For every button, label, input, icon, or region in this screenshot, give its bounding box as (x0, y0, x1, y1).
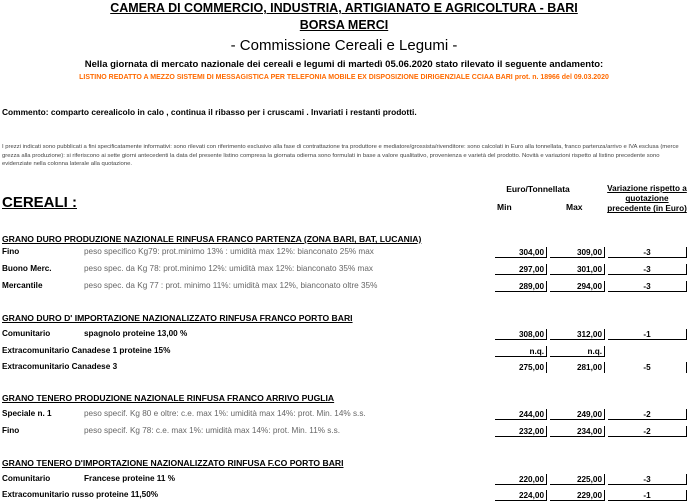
commento: Commento: comparto cerealicolo in calo , continua il ribasso per i cruscami . Invariati i restanti prodotti. (2, 107, 417, 117)
row-desc: peso specif. Kg 78: c.e. max 1%: umidità max 14%: prot. Min. 11% s.s. (84, 426, 341, 435)
price-min: 220,00 (495, 474, 547, 485)
price-variation: -5 (608, 362, 687, 373)
price-variation: -3 (608, 281, 687, 292)
price-min: 297,00 (495, 264, 547, 275)
row-label: Mercantile (2, 281, 43, 290)
price-max: 229,00 (550, 490, 605, 501)
price-variation: -2 (608, 409, 687, 420)
row-desc: Francese proteine 11 % (84, 474, 176, 483)
price-min: 289,00 (495, 281, 547, 292)
section-title: GRANO TENERO PRODUZIONE NAZIONALE RINFUSA FRANCO ARRIVO PUGLIA (2, 393, 335, 403)
price-max: 225,00 (550, 474, 605, 485)
row-desc: peso spec. da Kg 77 : prot. minimo 11%: umidità max 12%, bianconato oltre 35% (84, 281, 378, 290)
price-variation: -1 (608, 329, 687, 340)
row-label: Speciale n. 1 (2, 409, 52, 418)
price-min: 308,00 (495, 329, 547, 340)
row-label: Extracomunitario Canadese 3 (2, 362, 118, 371)
min-header: Min (497, 202, 512, 212)
price-variation: -1 (608, 490, 687, 501)
variazione-header: Variazione rispetto a quotazione precedente (in Euro) (607, 184, 687, 214)
row-label: Comunitario (2, 329, 51, 338)
row-label: Buono Merc. (2, 264, 52, 273)
price-min: 275,00 (495, 362, 547, 373)
price-min: 304,00 (495, 247, 547, 258)
row-label: Extracomunitario russo proteine 11,50% (2, 490, 159, 499)
price-max: 249,00 (550, 409, 605, 420)
price-max: 312,00 (550, 329, 605, 340)
price-min: n.q. (495, 346, 547, 357)
disclaimer: I prezzi indicati sono pubblicati a fini specificatamente informativi: sono rilevati con riferimento esclusivo alla fase di contrattazione tra produttore e mediatore/grossista/rivenditore: sono calcolati in Euro alla tonnellata, franco partenza/arrivo e IVA esclusa (merce grezza alla produzione): si riferiscono ai sette giorni antecedenti la data del presente listino compresa la giornata odierna sono formulati in base a valore qualitativo, provenienza e varietà del prodotto. Novità e variazioni rispetto al listino precedente sono evidenziate nella colonna laterale alla quotazione. (2, 144, 679, 168)
chamber-title: CAMERA DI COMMERCIO, INDUSTRIA, ARTIGIANATO E AGRICOLTURA - BARI (110, 1, 578, 15)
row-desc: peso specif. Kg 80 e oltre: c.e. max 1%: umidità max 14%: prot. Min. 14% s.s. (84, 409, 366, 418)
euro-tonnellata-header: Euro/Tonnellata (506, 184, 570, 194)
row-label: Fino (2, 247, 20, 256)
borsa-merci-title: BORSA MERCI (299, 18, 389, 32)
listino-note: LISTINO REDATTO A MEZZO SISTEMI DI MESSAGISTICA PER TELEFONIA MOBILE EX DISPOSIZIONE DIRIGENZIALE CCIAA BARI prot. n. 18966 del 09.03.2020 (79, 74, 609, 81)
section-title: GRANO DURO D' IMPORTAZIONE NAZIONALIZZATO RINFUSA FRANCO PORTO BARI (2, 313, 353, 323)
row-desc: peso spec. da Kg 78: prot.minimo 12%: umidità max 12%: bianconato 35% max (84, 264, 373, 273)
row-desc: peso specifico Kg79: prot.minimo 13% : umidità max 12%: bianconato 25% max (84, 247, 374, 256)
row-label: Comunitario (2, 474, 51, 483)
price-max: 309,00 (550, 247, 605, 258)
price-variation: -3 (608, 247, 687, 258)
row-label: Extracomunitario Canadese 1 proteine 15% (2, 346, 171, 355)
price-min: 224,00 (495, 490, 547, 501)
price-min: 232,00 (495, 426, 547, 437)
price-variation: -2 (608, 426, 687, 437)
price-max: 234,00 (550, 426, 605, 437)
section-title: GRANO TENERO D'IMPORTAZIONE NAZIONALIZZATO RINFUSA F.CO PORTO BARI (2, 458, 344, 468)
row-desc: spagnolo proteine 13,00 % (84, 329, 188, 338)
max-header: Max (566, 202, 583, 212)
price-variation: -3 (608, 474, 687, 485)
commission-title: - Commissione Cereali e Legumi - (230, 37, 458, 54)
price-max: 294,00 (550, 281, 605, 292)
price-max: 301,00 (550, 264, 605, 275)
price-max: n.q. (550, 346, 605, 357)
row-label: Fino (2, 426, 20, 435)
section-title: GRANO DURO PRODUZIONE NAZIONALE RINFUSA FRANCO PARTENZA (ZONA BARI, BAT, LUCANIA) (2, 234, 422, 244)
price-min: 244,00 (495, 409, 547, 420)
market-intro: Nella giornata di mercato nazionale dei cereali e legumi di martedì 05.06.2020 stato rilevato il seguente andamento: (84, 59, 604, 70)
category-title: CEREALI : (2, 194, 77, 211)
price-variation: -3 (608, 264, 687, 275)
price-max: 281,00 (550, 362, 605, 373)
